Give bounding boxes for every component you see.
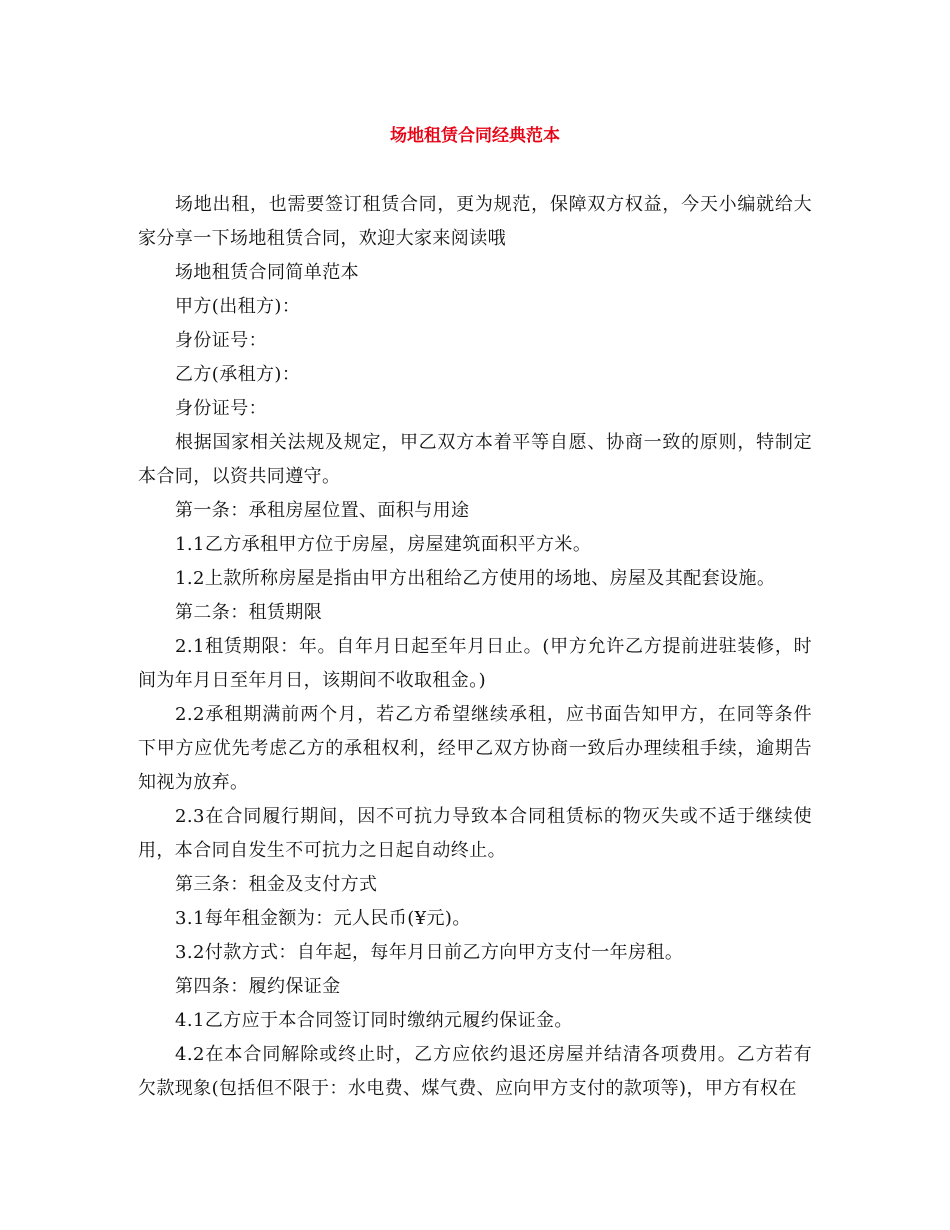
- paragraph-article-3: 第三条：租金及支付方式: [175, 874, 378, 895]
- paragraph-party-a: 甲方(出租方)：: [175, 296, 301, 317]
- paragraph-2-2: 2.2承租期满前两个月，若乙方希望继续承租，应书面告知甲方，在同等条件下甲方应优先考虑乙方的承租权利，经甲乙双方协商一致后办理续租手续，逾期告知视为放弃。: [138, 704, 812, 793]
- paragraph-party-b-id: 身份证号：: [175, 398, 267, 419]
- paragraph-3-1: 3.1每年租金额为：元人民币(¥元)。: [175, 908, 471, 929]
- paragraph-party-b: 乙方(承租方)：: [175, 364, 301, 385]
- paragraph-1-2: 1.2上款所称房屋是指由甲方出租给乙方使用的场地、房屋及其配套设施。: [175, 568, 776, 589]
- paragraph-preamble: 根据国家相关法规及规定，甲乙双方本着平等自愿、协商一致的原则，特制定本合同，以资共同遵守。: [138, 432, 812, 487]
- paragraph-4-1: 4.1乙方应于本合同签订同时缴纳元履约保证金。: [175, 1010, 573, 1031]
- document-title: 场地租赁合同经典范本: [390, 126, 560, 146]
- document-body: [138, 188, 812, 1106]
- paragraph-party-a-id: 身份证号：: [175, 330, 267, 351]
- paragraph-2-1: 2.1租赁期限：年。自年月日起至年月日止。(甲方允许乙方提前进驻装修，时间为年月日至年月日，该期间不收取租金。): [138, 636, 812, 691]
- paragraph-4-2: 4.2在本合同解除或终止时，乙方应依约退还房屋并结清各项费用。乙方若有欠款现象(包括但不限于：水电费、煤气费、应向甲方支付的款项等)，甲方有权在: [138, 1044, 812, 1099]
- paragraph-subtitle: 场地租赁合同简单范本: [175, 262, 359, 283]
- paragraph-3-2: 3.2付款方式：自年起，每年月日前乙方向甲方支付一年房租。: [175, 942, 684, 963]
- paragraph-2-3: 2.3在合同履行期间，因不可抗力导致本合同租赁标的物灭失或不适于继续使用，本合同自发生不可抗力之日起自动终止。: [138, 806, 812, 861]
- paragraph-article-2: 第二条：租赁期限: [175, 602, 323, 623]
- paragraph-article-4: 第四条：履约保证金: [175, 976, 341, 997]
- paragraph-1-1: 1.1乙方承租甲方位于房屋，房屋建筑面积平方米。: [175, 534, 592, 555]
- paragraph-article-1: 第一条：承租房屋位置、面积与用途: [175, 500, 470, 521]
- paragraph-intro: 场地出租，也需要签订租赁合同，更为规范，保障双方权益，今天小编就给大家分享一下场地租赁合同，欢迎大家来阅读哦: [138, 194, 812, 249]
